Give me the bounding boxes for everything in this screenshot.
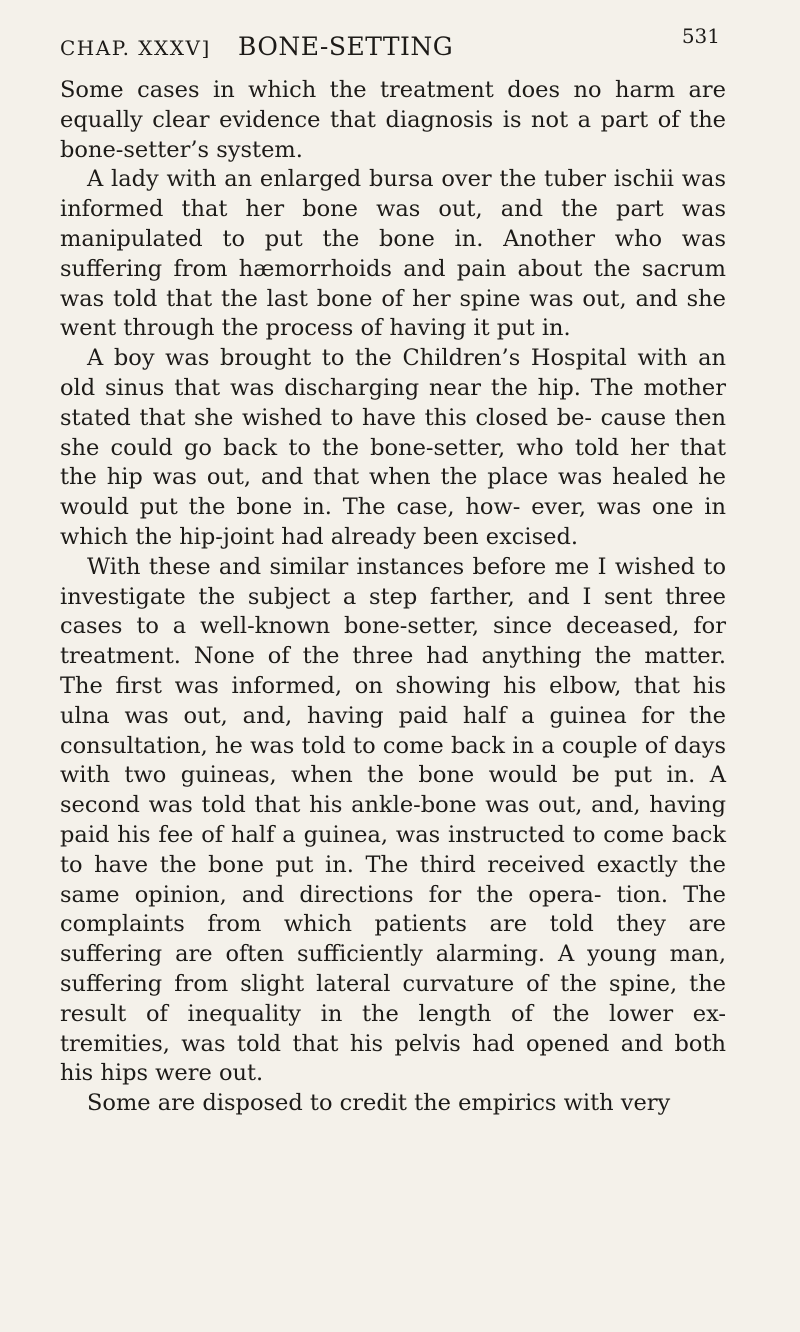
paragraph-3: A boy was brought to the Children’s Hospital with an old sinus that was discharging near the hip. The mother stated that she wished to have this closed be- cause then she could go back to the bone-setter, who told her that the hip was out, and that when the place was healed he would put the bone in. The case, how- ever, was one in which the hip-joint had already been excised. [60, 345, 726, 550]
paragraph-1: Some cases in which the treatment does no harm are equally clear evidence that diagnosis is not a part of the bone-setter’s system. [60, 77, 726, 163]
paragraph-4: With these and similar instances before me I wished to investigate the subject a step farther, and I sent three cases to a well-known bone-setter, since deceased, for treatment. None of the three had anything the matter. The first was informed, on showing his elbow, that his ulna was out, and, having paid half a guinea for the consultation, he was told to come back in a couple of days with two guineas, when the bone would be put in. A second was told that his ankle-bone was out, and, having paid his fee of half a guinea, was instructed to come back to have the bone put in. The third received exactly the same opinion, and directions for the opera- tion. The complaints from which patients are told they are suffering are often sufficiently alarming. A young man, suffering from slight lateral curvature of the spine, the result of inequality in the length of the lower ex- tremities, was told that his pelvis had opened and both his hips were out. [60, 553, 726, 1087]
chapter-label: CHAP. XXXV] [60, 36, 211, 60]
paragraph-2: A lady with an enlarged bursa over the tuber ischii was informed that her bone was out, and the part was manipulated to put the bone in. Another who was suffering from hæmorrhoids and pain about the sacrum was told that the last bone of her spine was out, and she went through the process of having it put in. [60, 166, 726, 342]
running-title: BONE-SETTING [238, 32, 454, 61]
page-number: 531 [681, 24, 720, 48]
book-page [60, 22, 726, 1119]
paragraph-5: Some are disposed to credit the empirics with very [87, 1090, 671, 1117]
running-header [60, 22, 726, 76]
body-text [60, 76, 726, 1119]
